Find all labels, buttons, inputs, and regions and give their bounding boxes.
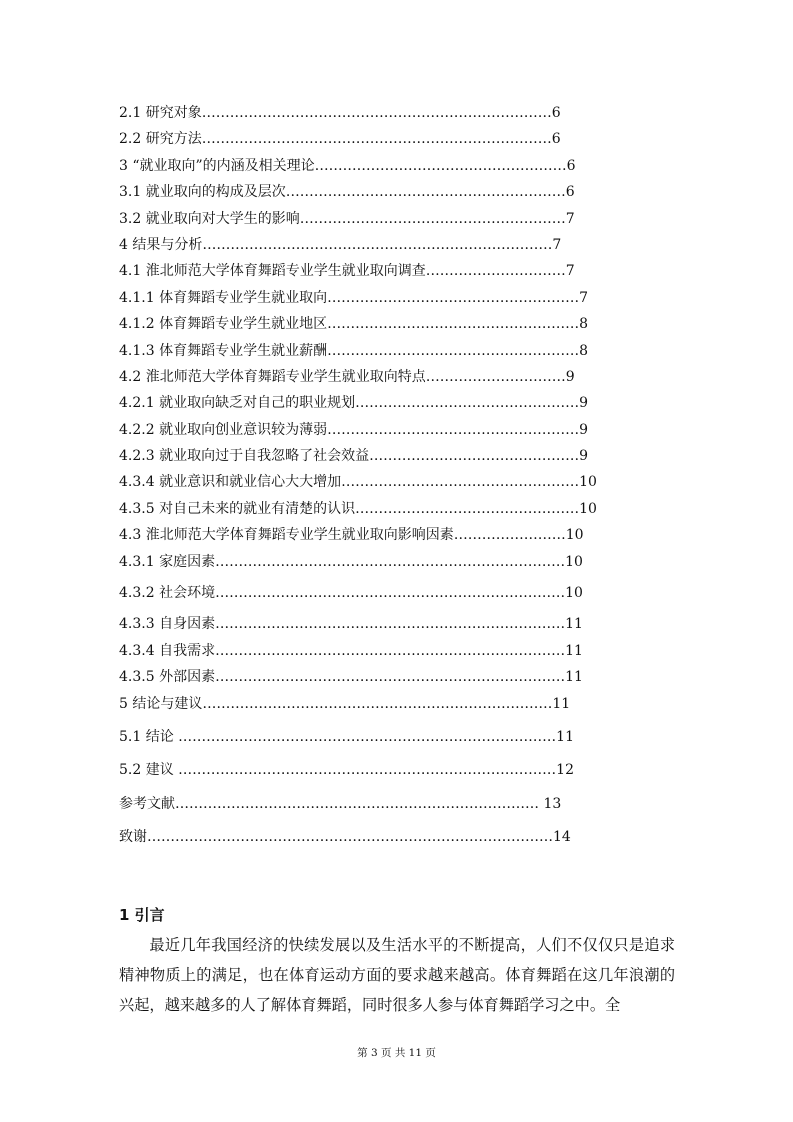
toc-entry[interactable]: 4.3.3 自身因素…………………………………………………………………11	[119, 616, 583, 633]
toc-entry[interactable]: 参考文献…………………………………………………………………… 13	[119, 795, 562, 812]
toc-entry[interactable]: 4.2 淮北师范大学体育舞蹈专业学生就业取向特点…………………………9	[119, 368, 575, 385]
toc-entry[interactable]: 4.1.1 体育舞蹈专业学生就业取向………………………………………………7	[119, 289, 588, 306]
page-footer: 第 3 页 共 11 页	[357, 1047, 436, 1059]
toc-entry[interactable]: 4.3.1 家庭因素…………………………………………………………………10	[119, 553, 583, 570]
body-paragraph: 最近几年我国经济的快续发展以及生活水平的不断提高，人们不仅仅只是追求精神物质上的满足，也在体育运动方面的要求越来越高。体育舞蹈在这几年浪潮的兴起，越来越多的人了解体育舞蹈，同时很多人参与体育舞蹈学习之中。全	[119, 936, 675, 1015]
toc-entry[interactable]: 3.1 就业取向的构成及层次……………………………………………………6	[119, 184, 575, 201]
section-heading: 1 引言	[119, 906, 165, 924]
toc-entry[interactable]: 4.1.3 体育舞蹈专业学生就业薪酬………………………………………………8	[119, 342, 588, 359]
toc-entry[interactable]: 4.3.5 对自己未来的就业有清楚的认识…………………………………………10	[119, 500, 597, 517]
toc-entry[interactable]: 4.1 淮北师范大学体育舞蹈专业学生就业取向调查…………………………7	[119, 263, 575, 280]
toc-entry[interactable]: 5 结论与建议…………………………………………………………………11	[119, 695, 571, 712]
toc-entry[interactable]: 致谢……………………………………………………………………………14	[119, 829, 571, 846]
toc-entry[interactable]: 4.3.4 就业意识和就业信心大大增加……………………………………………10	[119, 474, 597, 491]
toc-entry[interactable]: 4 结果与分析…………………………………………………………………7	[119, 236, 562, 253]
toc-entry[interactable]: 4.1.2 体育舞蹈专业学生就业地区………………………………………………8	[119, 316, 588, 333]
toc-entry[interactable]: 5.1 结论 ………………………………………………………………………11	[119, 728, 574, 745]
intro-section	[119, 900, 675, 1021]
toc-entry[interactable]: 4.3.5 外部因素…………………………………………………………………11	[119, 669, 583, 686]
toc-entry[interactable]: 4.3.2 社会环境…………………………………………………………………10	[119, 585, 583, 602]
toc-entry[interactable]: 2.2 研究方法…………………………………………………………………6	[119, 131, 561, 148]
toc-entry[interactable]: 3 “就业取向”的内涵及相关理论………………………………………………6	[119, 157, 576, 174]
toc-entry[interactable]: 4.2.2 就业取向创业意识较为薄弱………………………………………………9	[119, 421, 588, 438]
toc-entry[interactable]: 3.2 就业取向对大学生的影响…………………………………………………7	[119, 210, 575, 227]
toc-entry[interactable]: 4.2.1 就业取向缺乏对自己的职业规划…………………………………………9	[119, 395, 588, 412]
table-of-contents	[119, 100, 674, 851]
toc-entry[interactable]: 4.3 淮北师范大学体育舞蹈专业学生就业取向影响因素……………………10	[119, 527, 584, 544]
toc-entry[interactable]: 5.2 建议 ………………………………………………………………………12	[119, 762, 574, 779]
toc-entry[interactable]: 2.1 研究对象…………………………………………………………………6	[119, 105, 561, 121]
toc-entry[interactable]: 4.3.4 自我需求…………………………………………………………………11	[119, 642, 583, 659]
toc-entry[interactable]: 4.2.3 就业取向过于自我忽略了社会效益………………………………………9	[119, 448, 588, 465]
